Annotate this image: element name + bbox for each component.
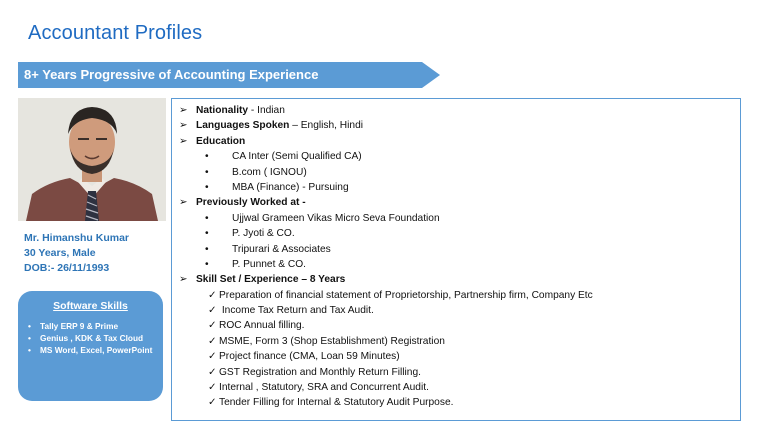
skill-item [179, 318, 593, 333]
skill-item-text: GST Registration and Monthly Return Filling. [219, 366, 421, 378]
bullet-icon: • [205, 258, 209, 270]
checkmark-icon: ✓ [208, 305, 217, 317]
bullet-icon: • [205, 212, 209, 224]
profile-age-gender: 30 Years, Male [24, 247, 96, 259]
software-skills-list [28, 320, 158, 356]
skill-item [179, 380, 593, 395]
software-skills-title: Software Skills [53, 300, 128, 312]
skill-item-text: ROC Annual filling. [219, 320, 305, 332]
education-item-text: CA Inter (Semi Qualified CA) [232, 151, 362, 163]
skill-item [179, 288, 593, 303]
skills-label: Skill Set / Experience – 8 Years [196, 274, 346, 286]
checkmark-icon: ✓ [208, 397, 217, 409]
profile-details-panel [171, 98, 741, 421]
worked-row [179, 195, 593, 210]
software-skills-box [18, 291, 163, 401]
education-item [179, 180, 593, 195]
skill-item [179, 365, 593, 380]
education-item [179, 165, 593, 180]
education-label: Education [196, 135, 246, 147]
education-item-text: B.com ( IGNOU) [232, 166, 307, 178]
nationality-row [179, 103, 593, 118]
checkmark-icon: ✓ [208, 289, 217, 301]
skill-item [179, 303, 593, 318]
arrow-bullet-icon: ➢ [179, 274, 188, 286]
worked-label: Previously Worked at - [196, 197, 306, 209]
worked-item [179, 211, 593, 226]
bullet-icon: • [205, 181, 209, 193]
worked-item [179, 226, 593, 241]
skill-item-text: MSME, Form 3 (Shop Establishment) Registration [219, 335, 445, 347]
skill-item [179, 395, 593, 410]
arrow-bullet-icon: ➢ [179, 197, 188, 209]
page-title: Accountant Profiles [28, 22, 203, 44]
bullet-icon: • [205, 228, 209, 240]
arrow-bullet-icon: ➢ [179, 105, 188, 116]
profile-identity [24, 231, 129, 276]
checkmark-icon: ✓ [208, 366, 217, 378]
skill-item [179, 349, 593, 364]
checkmark-icon: ✓ [208, 320, 217, 332]
education-item [179, 149, 593, 164]
banner-title: 8+ Years Progressive of Accounting Experience [24, 67, 319, 82]
worked-item-text: P. Punnet & CO. [232, 258, 306, 270]
software-skill-item: • Genius , KDK & Tax Cloud [28, 332, 158, 344]
software-skill-item: • Tally ERP 9 & Prime [28, 320, 158, 332]
profile-photo [18, 98, 166, 221]
banner-arrow-shape [422, 62, 440, 88]
languages-value: – English, Hindi [289, 120, 364, 132]
checkmark-icon: ✓ [208, 351, 217, 363]
worked-item-text: P. Jyoti & CO. [232, 228, 295, 240]
skill-item [179, 334, 593, 349]
bullet-icon: • [205, 243, 209, 255]
languages-row [179, 118, 593, 133]
skill-item-text: Internal , Statutory, SRA and Concurrent Audit. [219, 382, 429, 394]
profile-name: Mr. Himanshu Kumar [24, 232, 130, 244]
skill-item-text: Income Tax Return and Tax Audit. [219, 305, 374, 317]
arrow-bullet-icon: ➢ [179, 135, 188, 147]
profile-dob: DOB:- 26/11/1993 [24, 262, 110, 274]
skills-row [179, 272, 593, 287]
checkmark-icon: ✓ [208, 335, 217, 347]
bullet-icon: • [205, 166, 209, 178]
worked-item-text: Tripurari & Associates [232, 243, 331, 255]
worked-item [179, 242, 593, 257]
skill-item-text: Preparation of financial statement of Proprietorship, Partnership firm, Company Etc [219, 289, 593, 301]
checkmark-icon: ✓ [208, 382, 217, 394]
nationality-value: - Indian [248, 105, 285, 116]
education-item-text: MBA (Finance) - Pursuing [232, 181, 349, 193]
languages-label: Languages Spoken [196, 120, 290, 132]
software-skill-item: • MS Word, Excel, PowerPoint [28, 344, 158, 356]
worked-item-text: Ujjwal Grameen Vikas Micro Seva Foundation [232, 212, 440, 224]
nationality-label: Nationality [196, 105, 249, 116]
education-row [179, 134, 593, 149]
skill-item-text: Tender Filling for Internal & Statutory Audit Purpose. [219, 397, 454, 409]
bullet-icon: • [205, 151, 209, 163]
arrow-bullet-icon: ➢ [179, 120, 188, 132]
skill-item-text: Project finance (CMA, Loan 59 Minutes) [219, 351, 400, 363]
worked-item [179, 257, 593, 272]
